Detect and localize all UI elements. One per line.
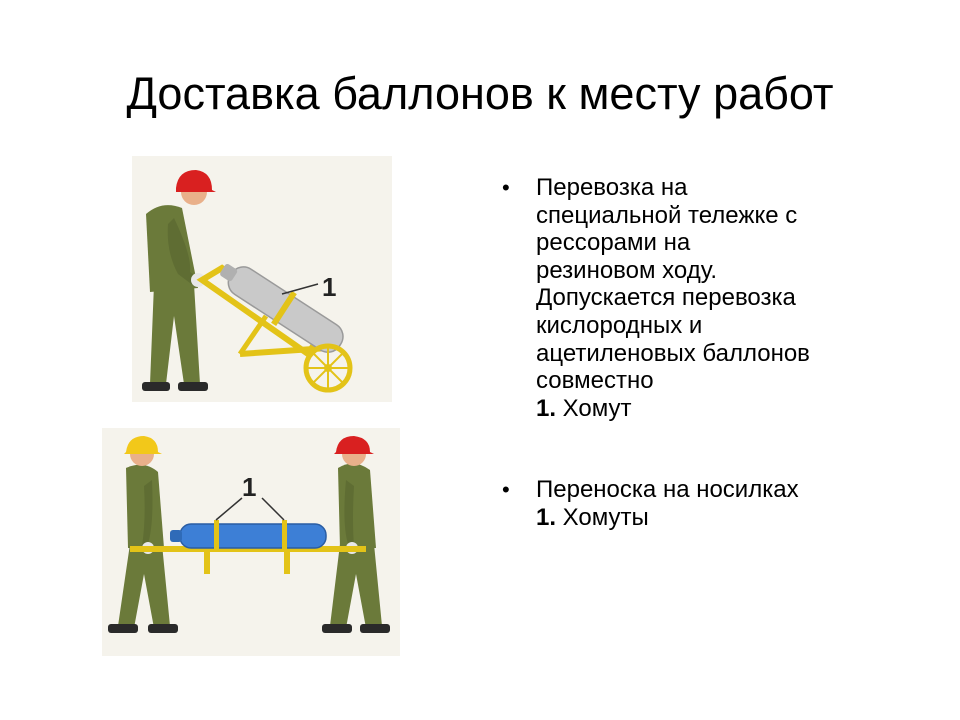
bullet-cart-transport xyxy=(496,174,936,422)
slide-title: Доставка баллонов к месту работ xyxy=(126,68,834,119)
cart-clamp-label: 1 xyxy=(322,272,337,302)
bullet-text-line: кислородных и xyxy=(536,311,703,339)
bullet-text-line: Переноска на носилках xyxy=(536,476,799,504)
bullet-text-line: Перевозка на xyxy=(536,174,688,201)
bullet-dot-icon: • xyxy=(502,175,510,200)
stretcher-clamp-label: 1 xyxy=(242,472,257,502)
bullet-text-line: совместно xyxy=(536,367,654,395)
cart-transport-illustration xyxy=(132,156,392,402)
legend-item-clamp xyxy=(536,395,936,423)
bullet-text-line: Допускается перевозка xyxy=(536,284,796,312)
bullet-text-line: специальной тележке с xyxy=(536,201,798,229)
bullet-dot-icon: • xyxy=(502,477,510,503)
stretcher-carry-illustration xyxy=(102,428,400,656)
legend-item-text: Хомут xyxy=(556,394,632,422)
bullet-text-line: ацетиленовых баллонов xyxy=(536,339,810,367)
bullet-text-line: рессорами на xyxy=(536,229,691,257)
bullet-list xyxy=(496,174,936,532)
legend-item-text: Хомуты xyxy=(556,503,649,531)
bullet-text-line: резиновом ходу. xyxy=(536,256,717,284)
legend-item-number: 1. xyxy=(536,503,557,531)
bullet-stretcher-carry xyxy=(496,476,936,531)
legend-item-clamps xyxy=(536,504,936,532)
legend-item-number: 1. xyxy=(536,394,557,422)
